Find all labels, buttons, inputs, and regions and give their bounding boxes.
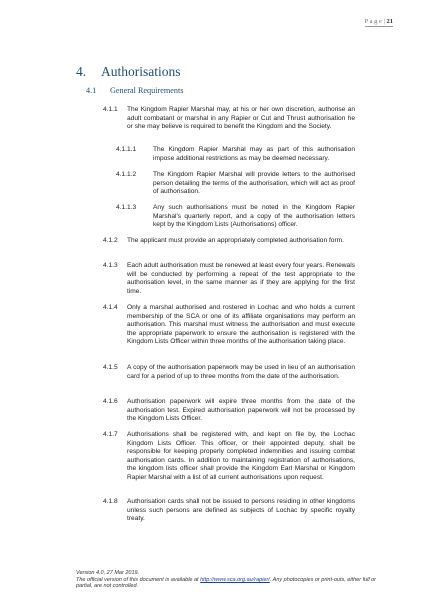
chapter-number: 4. bbox=[76, 64, 87, 79]
clause-text: The Kingdom Rapier Marshal will provide letters to the authorised person detailing the terms of the authorisation, which will act as proof of authorisation. bbox=[153, 171, 355, 196]
page-number-value: 21 bbox=[386, 18, 393, 25]
clause-number: 4.1.6 bbox=[103, 398, 118, 405]
clause-number: 4.1.8 bbox=[103, 498, 118, 505]
clause-number: 4.1.1.1 bbox=[116, 146, 137, 153]
clause-4-1-2 bbox=[103, 237, 355, 246]
clause-number: 4.1.3 bbox=[103, 262, 118, 269]
clause-text: The applicant must provide an appropriately completed authorisation form. bbox=[127, 237, 344, 244]
clause-4-1-1-3 bbox=[116, 204, 355, 230]
clause-text: Any such authorisations must be noted in the Kingdom Rapier Marshal's quarterly report, and a copy of the authorisation letters kept by the Kingdom Lists (Authorisations) officer. bbox=[153, 204, 355, 229]
clause-number: 4.1.4 bbox=[103, 304, 118, 311]
section-title: General Requirements bbox=[110, 86, 184, 95]
clause-number: 4.1.2 bbox=[103, 237, 118, 244]
clause-4-1-4 bbox=[103, 304, 355, 347]
page-number: P a g e | 21 bbox=[364, 18, 393, 25]
page-footer bbox=[76, 570, 376, 590]
clause-4-1-8 bbox=[103, 498, 355, 524]
clause-text: The Kingdom Rapier Marshal may as part of this authorisation impose additional restrictions as may be deemed necessary. bbox=[153, 146, 355, 162]
clause-4-1-6 bbox=[103, 398, 355, 424]
footer-version: Version 4.0, 27 Mar 2019. bbox=[76, 570, 140, 576]
clause-4-1-7 bbox=[103, 431, 355, 482]
clause-text: The Kingdom Rapier Marshal may, at his or her own discretion, authorise an adult combatant or marshal in any Rapier or Cut and Thrust authorisation he or she may believe is required to benefit the Kingdom and the Society. bbox=[127, 106, 355, 131]
section-heading bbox=[86, 86, 183, 95]
clause-number: 4.1.1 bbox=[103, 106, 118, 113]
chapter-heading bbox=[76, 64, 181, 80]
clause-text: Each adult authorisation must be renewed at least every four years. Renewals will be conducted by performing a repeat of the test appropriate to the authorisation level, in the same manner as if they are applying for the first time. bbox=[127, 262, 355, 295]
clause-4-1-1-1 bbox=[116, 146, 355, 163]
footer-notice bbox=[76, 577, 376, 590]
clause-4-1-1-2 bbox=[116, 171, 355, 197]
clause-number: 4.1.1.3 bbox=[116, 204, 137, 211]
footer-link[interactable]: http://www.sca.org.au/rapier/ bbox=[200, 576, 270, 583]
footer-notice-prefix: The official version of this document is available at bbox=[76, 576, 201, 583]
page-label: P a g e bbox=[364, 18, 382, 25]
clause-number: 4.1.5 bbox=[103, 364, 118, 371]
clause-number: 4.1.7 bbox=[103, 431, 118, 438]
clause-text: Authorisations shall be registered with, and kept on file by, the Lochac Kingdom Lists Officer. This officer, or their appointed deputy, shall be responsible for keeping properly completed indemnities and issuing combat authorisation cards. In addition to maintaining registration of authorisations, the kingdom lists officer shall provide the Kingdom Earl Marshal or Kingdom Rapier Marshal with a list of all current authorisations upon request. bbox=[127, 431, 355, 481]
clause-text: A copy of the authorisation paperwork may be used in lieu of an authorisation card for a period of up to three months from the date of the authorisation. bbox=[127, 364, 355, 380]
clause-4-1-1 bbox=[103, 106, 355, 132]
clause-text: Only a marshal authorised and rostered in Lochac and who holds a current membership of the SCA or one of its affiliate organisations may perform an authorisation. This marshal must witness the authorisation and must execute the appropriate paperwork to ensure the authorisation is registered with the Kingdom Lists Officer within three months of the authorisation taking place. bbox=[127, 304, 355, 346]
chapter-title: Authorisations bbox=[101, 64, 181, 79]
clause-4-1-3 bbox=[103, 262, 355, 296]
clause-text: Authorisation cards shall not be issued to persons residing in other kingdoms unless such persons are defined as subjects of Lochac by specific royalty treaty. bbox=[127, 498, 355, 523]
clause-4-1-5 bbox=[103, 364, 355, 381]
clause-number: 4.1.1.2 bbox=[116, 171, 137, 178]
section-number: 4.1 bbox=[86, 86, 97, 95]
clause-text: Authorisation paperwork will expire three months from the date of the authorisation test. Expired authorisation paperwork will not be processed by the Kingdom Lists Officer. bbox=[127, 398, 355, 423]
footer-notice-suffix: . Any photocopies or print-outs, either full or partial, are not controlled. bbox=[76, 576, 377, 590]
